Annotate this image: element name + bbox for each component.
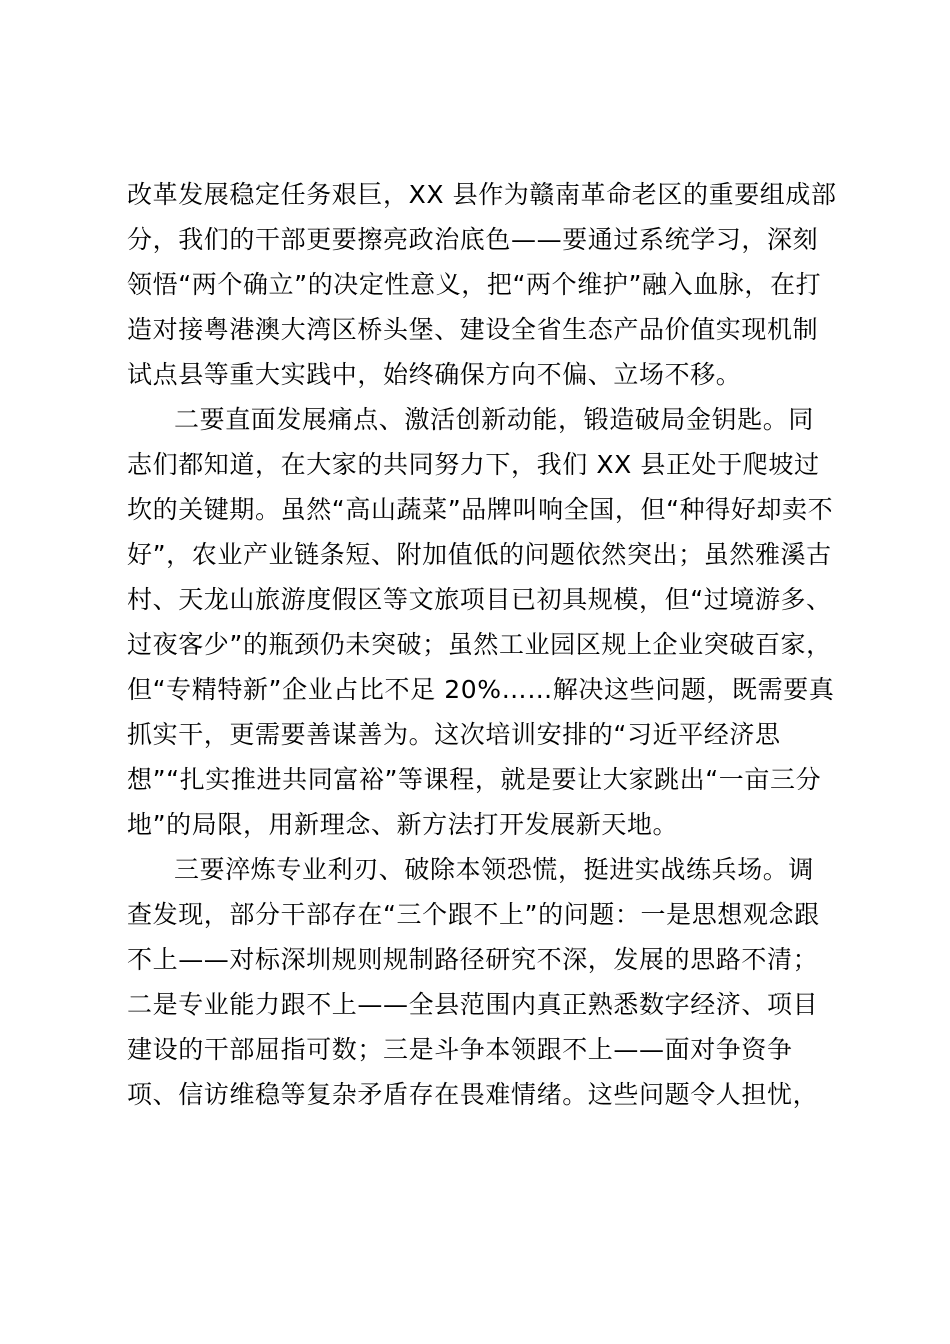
paragraph-2-line: 但“专精特新”企业占比不足 20%……解决这些问题，既需要真: [127, 675, 835, 704]
paragraph-2-line: 坎的关键期。虽然“高山蔬菜”品牌叫响全国，但“种得好却卖不: [127, 495, 834, 524]
paragraph-3-line: 三要淬炼专业利刃、破除本领恐慌，挺进实战练兵场。调: [174, 855, 815, 884]
paragraph-2-line: 好”，农业产业链条短、附加值低的问题依然突出；虽然雅溪古: [127, 540, 832, 569]
paragraph-2-line: 村、天龙山旅游度假区等文旅项目已初具规模，但“过境游多、: [127, 585, 832, 614]
paragraph-2-line: 二要直面发展痛点、激活创新动能，锻造破局金钥匙。同: [174, 405, 815, 434]
paragraph-3-line: 二是专业能力跟不上——全县范围内真正熟悉数字经济、项目: [127, 990, 819, 1019]
paragraph-2-line: 想”“扎实推进共同富裕”等课程，就是要让大家跳出“一亩三分: [127, 765, 822, 794]
paragraph-2-line: 过夜客少”的瓶颈仍未突破；虽然工业园区规上企业突破百家，: [127, 630, 832, 659]
paragraph-1-line: 改革发展稳定任务艰巨，XX 县作为赣南革命老区的重要组成部: [127, 180, 837, 209]
paragraph-3-line: 项、信访维稳等复杂矛盾存在畏难情绪。这些问题令人担忧，: [127, 1080, 819, 1109]
paragraph-3-line: 查发现，部分干部存在“三个跟不上”的问题：一是思想观念跟: [127, 900, 820, 929]
paragraph-1-line: 领悟“两个确立”的决定性意义，把“两个维护”融入血脉，在打: [127, 270, 822, 299]
paragraph-3-line: 建设的干部屈指可数；三是斗争本领跟不上——面对争资争: [127, 1035, 793, 1064]
paragraph-1-line: 分，我们的干部更要擦亮政治底色——要通过系统学习，深刻: [127, 225, 819, 254]
paragraph-3-line: 不上——对标深圳规则规制路径研究不深，发展的思路不清；: [127, 945, 819, 974]
paragraph-1-line: 试点县等重大实践中，始终确保方向不偏、立场不移。: [127, 360, 742, 389]
paragraph-2-line: 志们都知道，在大家的共同努力下，我们 XX 县正处于爬坡过: [127, 450, 820, 479]
paragraph-2-line: 抓实干，更需要善谋善为。这次培训安排的“习近平经济思: [127, 720, 781, 749]
paragraph-1-line: 造对接粤港澳大湾区桥头堡、建设全省生态产品价值实现机制: [127, 315, 819, 344]
document-body: [127, 172, 837, 1117]
paragraph-2-line: 地”的局限，用新理念、新方法打开发展新天地。: [127, 810, 679, 839]
